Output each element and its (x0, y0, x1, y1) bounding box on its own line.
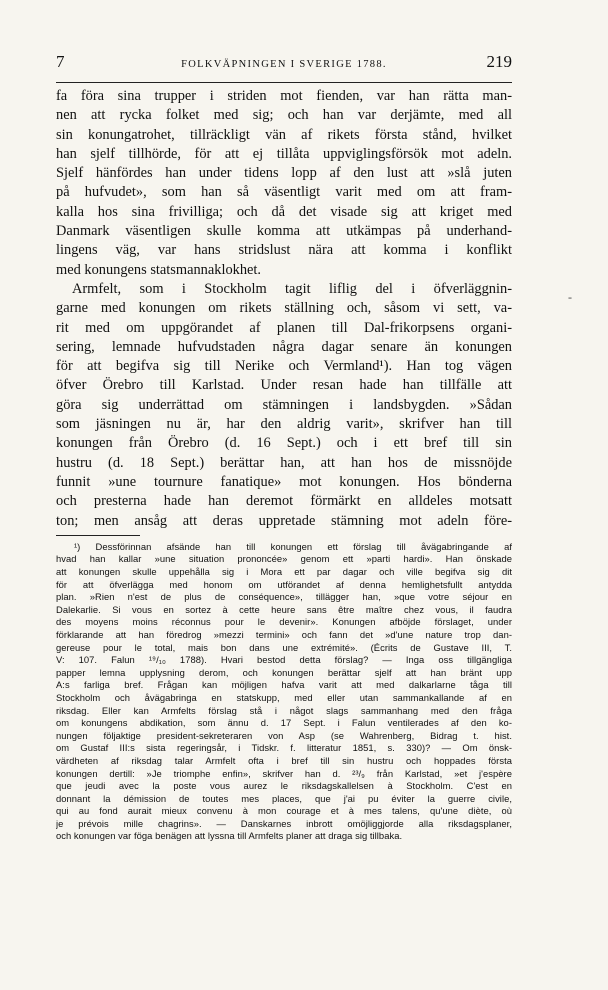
footnote-line: plan. »Rien n'est de plus de conséquence», tillägger han, »que votre séjour en (56, 591, 512, 603)
footnote-line: qui au fond aurait mieux convenu à mon courage et à mes talens, qu'une diète, où (56, 805, 512, 817)
footnote-line: hvad han kallar »une situation prononcée» genom ett »parti hardi». Han önskade (56, 553, 512, 565)
footnote-line: att konungen skulle uppehålla sig i Mora ett par dagar och ville begifva sig dit (56, 566, 512, 578)
body-line: rit med om uppgörandet af planen till Dal-frikorpsens organi- (56, 319, 512, 336)
body-line: kalla hos sina frivilliga; och då det visade sig att kriget med (56, 203, 512, 220)
body-line: göra sig underrättad om stämningen i landsbygden. »Sådan (56, 396, 512, 413)
body-line: nen att rycka folket med sig; och han var derjämte, med all (56, 107, 512, 124)
body-line: sering, lemnade hufvudstaden några dagar senare än konungen (56, 338, 512, 355)
footnote-line: V: 107. Falun ¹⁹/₁₀ 1788). Hvari bestod detta förslag? — Inga oss tillgängliga (56, 654, 512, 666)
footnote-line: des moyens moins réconnus pour le devenir». Konungen afböjde förslaget, under (56, 616, 512, 628)
body-line: hustru (d. 18 Sept.) berättar han, att han hos de missnöjde (56, 454, 512, 471)
footnote-rule (56, 535, 140, 536)
body-line: för att begifva sig till Nerike och Vermland¹). Han tog vägen (56, 358, 512, 375)
body-line: Armfelt, som i Stockholm tagit liflig del i öfverläggnin- (72, 280, 512, 297)
page-number: 219 (486, 52, 512, 71)
body-line: som jäsningen nu är, har den aldrig varit», skrifver han till (56, 416, 512, 433)
body-line: han sjelf tillhörde, för att ej tillåta uppviglingsförsök mot adeln. (56, 145, 512, 162)
footnotes (56, 541, 512, 843)
body-line: funnit »une tournure fanatique» mot konungen. Hos bönderna (56, 473, 512, 490)
footnote-line: nungen följaktige president-sekreteraren von Asp (se Wahrenberg, Bidrag t. hist. (56, 729, 512, 741)
body-line: lingens väg, var hans stridslust nära att komma i konflikt (56, 242, 512, 259)
footnote-line: för att öfverlägga med honom om utförandet af denna hemlighetsfullt antydda (56, 578, 512, 590)
body-line: sin konungatrohet, tillräckligt vän af rikets första stånd, hvilket (56, 126, 512, 143)
footnote-line: que jeudi avec la poste vous aurez le riksdagskallelsen à Stockholm. C'est en (56, 780, 512, 792)
footnote-line: papper lemna upplysning derom, och konungen berättar sjelf att han bränt upp (56, 666, 512, 678)
header-rule (56, 82, 512, 83)
body-line: på hufvudet», som han så väsentligt varit med om att fram- (56, 184, 512, 201)
body-line: med konungens statsmannaklokhet. (56, 261, 262, 278)
footnote-line: A:s farliga bref. Frågan kan möjligen hafva varit att med dalkarlarne tåga till (56, 679, 512, 691)
margin-mark: - (568, 290, 572, 304)
footnote-line: donnant la démission de toutes mes places, que j'ai pu éviter la guerre civile, (56, 792, 512, 804)
footnote-line: Dalekarlie. Si vous en sortez à cette heure sans être maître chez vous, il faudra (56, 603, 512, 615)
body-line: fa föra sina trupper i striden mot fienden, var han rätta man- (56, 88, 512, 104)
footnote-line: om konungens abdikation, som ännu d. 17 Sept. i Falun ventilerades af den ko- (56, 717, 512, 729)
body-line: och presterna hade han deremot förmärkt en alldeles motsatt (56, 493, 512, 510)
chapter-number: 7 (56, 52, 65, 71)
footnote-line: je prévois mille chagrins». — Danskarnes inbrott omöjliggjorde alla riksdagsplaner, (56, 817, 512, 829)
footnote-line: gereuse pour le total, mais bon dans une extrémité». (Écrits de Gustave III, T. (56, 641, 512, 653)
footnote-line: och konungen var föga benägen att lyssna till Armfelts planer att draga sig tillbaka. (56, 830, 403, 842)
body-line: Sjelf hänfördes han under tidens lopp af den lust att »slå juten (56, 165, 512, 182)
running-title: FOLKVÄPNINGEN I SVERIGE 1788. (181, 59, 387, 70)
body-line: konungen från Örebro (d. 16 Sept.) och i ett bref till sin (56, 435, 512, 452)
footnote-line: om Gustaf III:s sista regeringsår, i Tidskr. f. litteratur 1851, s. 330)? — Om önsk- (56, 742, 512, 754)
body-line: ton; men ansåg att deras uppretade stämning mot adeln före- (56, 512, 512, 529)
body-line: garne med konungen om rikets ställning och, såsom vi sett, va- (56, 300, 512, 317)
body-line: öfver Örebro till Karlstad. Under resan hade han tillfälle att (56, 377, 512, 394)
book-page (56, 52, 512, 843)
footnote-line: riksdag. Eller kan Armfelts förslag stå i något slags sammanhang med den fråga (56, 704, 512, 716)
running-header (56, 52, 512, 82)
footnote-line: förklarande att han föredrog »mezzi termini» och fann det »d'une nature trop dan- (56, 628, 512, 640)
footnote-line: värdheten af riksdag talar Armfelt ofta i bref till sin hustru och hoppades första (56, 754, 512, 766)
body-text (56, 87, 512, 531)
footnote-line: konungen dertill: »Je triomphe enfin», skrifver han d. ²³/₉ från Karlstad, »et j'espère (56, 767, 512, 779)
footnote-line: Stockholm och åvägabringa en statskupp, med eller utan sammankallande af en (56, 691, 512, 703)
body-line: Danmark väsentligen skulle komma att utkämpas på underhand- (56, 223, 512, 240)
footnote-line: ¹) Dessförinnan afsände han till konungen ett förslag till åvägabringande af (74, 540, 512, 552)
